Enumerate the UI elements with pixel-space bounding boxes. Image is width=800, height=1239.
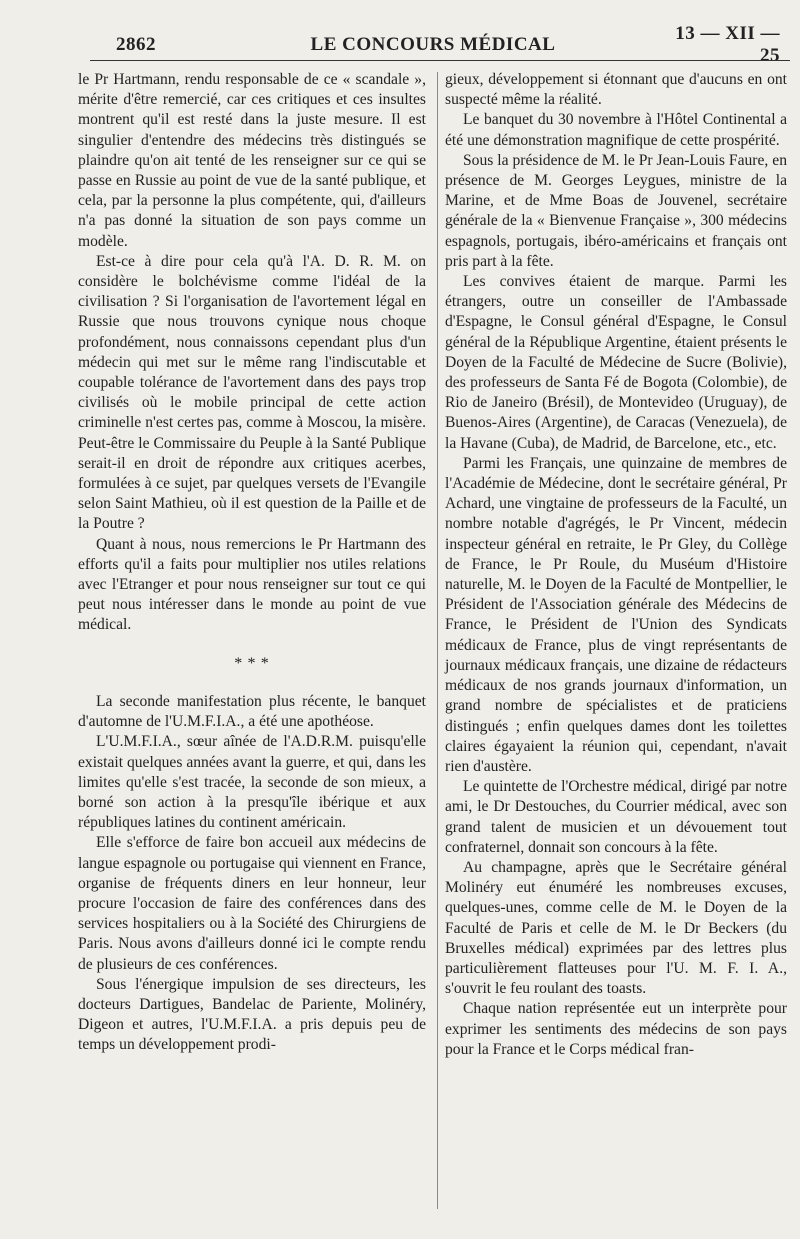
paragraph: le Pr Hartmann, rendu responsable de ce « scandale », mérite d'être remercié, car ces critiques et ces insultes montrent qu'il est resté dans la juste mesure. Il est singulier d'entendre des médecins très distingués se plaindre qu'on ait tenté de les renseigner sur ce qui se passe en Russie au point de vue de la santé publique, et cela, par la personne la plus compétente, qui, d'ailleurs n'a pas donné la situation de son pays comme un modèle. <box>78 71 426 250</box>
paragraph: Sous l'énergique impulsion de ses directeurs, les docteurs Dartigues, Bandelac de Pariente, Molinéry, Digeon et autres, l'U.M.F.I.A. a pris depuis peu de temps un développement prodi- <box>78 975 426 1054</box>
paragraph: La seconde manifestation plus récente, le banquet d'automne de l'U.M.F.I.A., a été une apothéose. <box>78 692 426 731</box>
paragraph: Le banquet du 30 novembre à l'Hôtel Continental a été une démonstration magnifique de cette prospérité. <box>445 111 787 149</box>
paragraph: Chaque nation représentée eut un interprète pour exprimer les sentiments des médecins de son pays pour la France et le Corps médical fran- <box>445 1000 787 1058</box>
column-divider <box>437 72 438 1209</box>
issue-date: 13 — XII — 25 <box>675 23 780 66</box>
paragraph: Sous la présidence de M. le Pr Jean-Louis Faure, en présence de M. Georges Leygues, ministre de la Marine, et de Mme Boas de Jouvenel, secrétaire générale de la « Bienvenue Française », 300 médecins espagnols, portugais, ibéro-américains et français ont pris part à la fête. <box>445 151 787 270</box>
paragraph: gieux, développement si étonnant que d'aucuns en ont suspecté même la réalité. <box>445 71 787 109</box>
header-rule <box>90 60 790 61</box>
paragraph: Parmi les Français, une quinzaine de membres de l'Académie de Médecine, dont le secrétaire général, Pr Achard, une vingtaine de professeurs de la Faculté, un nombre notable d'agrégés, le Pr Vincent, médecin inspecteur général en retraite, le Pr Gley, du Collège de France, le Pr Roule, du Muséum d'Histoire naturelle, M. le Doyen de la Faculté de Montpellier, le Président de l'Association générale des Médecins de France, le Président de l'Union des Syndicats médicaux de France, plus de vingt représentants de journaux médicaux français, une dizaine de rédacteurs médicaux de nos grands journaux d'information, un grand nombre de spécialistes et de praticiens distingués ; enfin quelques dames dont les toilettes claires égayaient la réunion qui, cependant, n'avait rien d'austère. <box>445 454 787 775</box>
journal-title: LE CONCOURS MÉDICAL <box>310 34 556 55</box>
left-column <box>78 70 426 1056</box>
paragraph: Elle s'efforce de faire bon accueil aux médecins de langue espagnole ou portugaise qui viennent en France, organise de fréquents diners en leur honneur, leur procure l'occasion de faire des conférences dans des services hospitaliers ou à la Société des Chirurgiens de Paris. Nous avons d'ailleurs donné ici le compte rendu de plusieurs de ces conférences. <box>78 834 426 973</box>
paragraph: Quant à nous, nous remercions le Pr Hartmann des efforts qu'il a faits pour multiplier nos utiles relations avec l'Etranger et pour nous renseigner sur tout ce qui peut nous intéresser dans le monde au point de vue médical. <box>78 535 426 634</box>
page-header <box>116 23 780 66</box>
page-number: 2862 <box>116 34 156 55</box>
paragraph: Est-ce à dire pour cela qu'à l'A. D. R. M. on considère le bolchévisme comme l'idéal de la civilisation ? Si l'organisation de l'avortement légal en Russie que nous trouvons cynique nous choque profondément, nous connaissons cependant plus d'un médecin qui met sur le même rang l'indiscutable et coupable tolérance de l'avortement dans des pays trop civilisés où le mobile principal de cette action criminelle n'est certes pas, comme à Moscou, la misère. Peut-être le Commissaire du Peuple à la Santé Publique serait-il en droit de répondre aux critiques acerbes, formulées à ce sujet, par quelques versets de l'Evangile selon Saint Mathieu, où il est question de la Paille et de la Poutre ? <box>78 252 426 533</box>
paragraph: Le quintette de l'Orchestre médical, dirigé par notre ami, le Dr Destouches, du Courrier médical, avec son grand talent de musicien et un dévouement tout confraternel, donnait son concours à la fête. <box>445 778 787 856</box>
right-column <box>445 70 787 1060</box>
paragraph: Les convives étaient de marque. Parmi les étrangers, outre un conseiller de l'Ambassade d'Espagne, le Consul général d'Espagne, le Consul général de la République Argentine, étaient présents le Doyen de la Faculté de Médecine de Sucre (Bolivie), des professeurs de Santa Fé de Bogota (Colombie), de Rio de Janeiro (Brésil), de Montevideo (Uruguay), de Buenos-Aires (Argentine), de Caracas (Venezuela), de la Havane (Cuba), de Madrid, de Barcelone, etc., etc. <box>445 273 787 452</box>
paragraph: Au champagne, après que le Secrétaire général Molinéry eut énuméré les nombreuses excuses, quelques-unes, comme celle de M. le Doyen de la Faculté de Paris et celle de M. le Dr Beckers (du Bruxelles médical) exprimées par des lettres plus particulièrement flatteuses pour l'U. M. F. I. A., s'ouvrit le feu roulant des toasts. <box>445 858 787 998</box>
paragraph: L'U.M.F.I.A., sœur aînée de l'A.D.R.M. puisqu'elle existait quelques années avant la guerre, et qui, dans les limites qu'elle s'est tracée, la seconde de son mieux, a borné son action à la presqu'île ibérique et aux républiques latines du continent américain. <box>78 733 426 832</box>
section-separator: * * * <box>234 654 270 672</box>
